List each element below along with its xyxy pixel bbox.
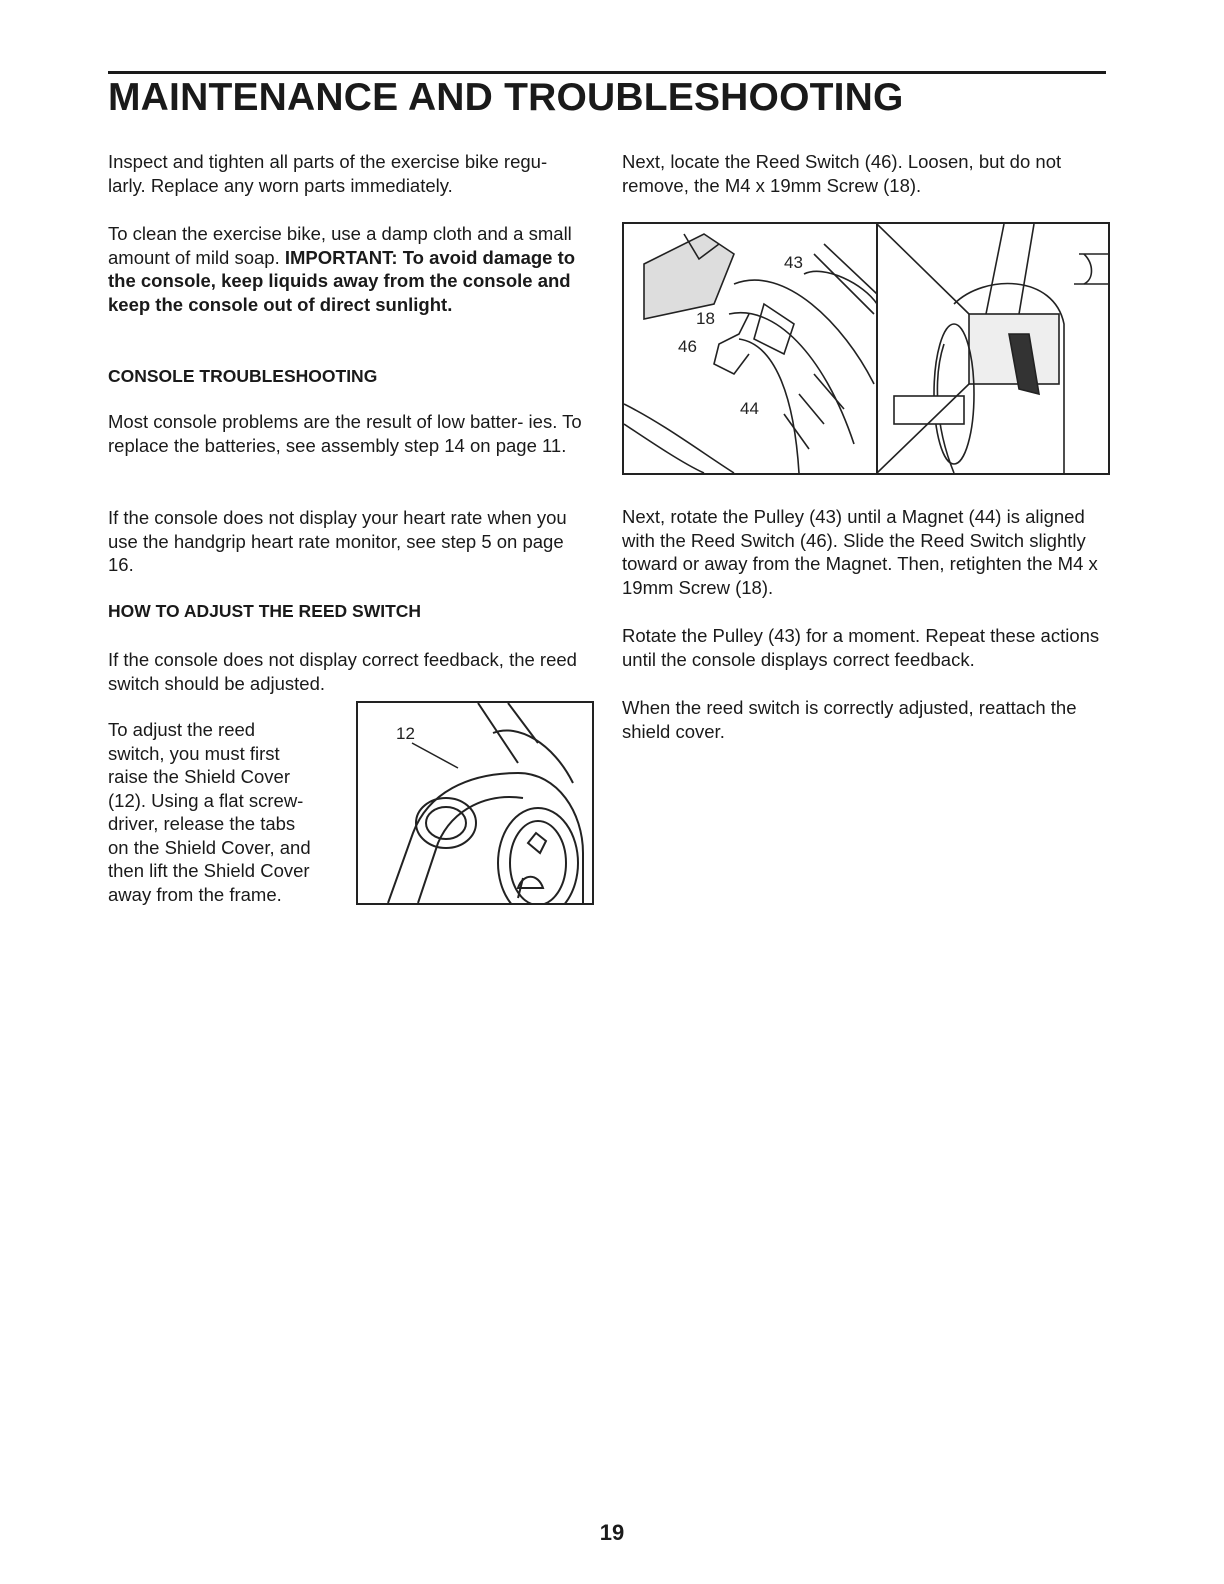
paragraph-repeat: Rotate the Pulley (43) for a moment. Repeat these actions until the console displays correct feedback. [622, 625, 1100, 670]
important-warning: IMPORTANT: To avoid damage to the console, keep liquids away from the console and keep the console out of direct sunlight. [108, 246, 576, 315]
label-46: 46 [678, 337, 697, 356]
page-title: MAINTENANCE AND TROUBLESHOOTING [108, 76, 904, 119]
paragraph-clean [108, 222, 588, 316]
clean-text: To clean the exercise bike, use a damp cloth and a small amount of mild soap. [108, 223, 572, 268]
paragraph-batteries: Most console problems are the result of low batter- ies. To replace the batteries, see assembly step 14 on page 11. [108, 411, 582, 456]
label-43: 43 [784, 253, 803, 272]
page-number: 19 [599, 1520, 625, 1545]
label-18: 18 [696, 309, 715, 328]
shield-cover-figure [356, 701, 594, 905]
paragraph-rotate-pulley: Next, rotate the Pulley (43) until a Magnet (44) is aligned with the Reed Switch (46). Slide the Reed Switch slightly toward or away from the Magnet. Then, retighten the M4 x 19mm Screw (18). [622, 506, 1098, 598]
paragraph-inspect: Inspect and tighten all parts of the exercise bike regu- larly. Replace any worn parts immediately. [108, 151, 548, 196]
paragraph-feedback: If the console does not display correct feedback, the reed switch should be adjusted. [108, 649, 577, 694]
paragraph-reattach: When the reed switch is correctly adjusted, reattach the shield cover. [622, 697, 1077, 742]
paragraph-locate-reed: Next, locate the Reed Switch (46). Loosen, but do not remove, the M4 x 19mm Screw (18). [622, 151, 1062, 196]
paragraph-heart-rate: If the console does not display your heart rate when you use the handgrip heart rate monitor, see step 5 on page 16. [108, 507, 567, 575]
reed-switch-figure [622, 222, 1110, 475]
title-rule [108, 71, 1106, 74]
paragraph-raise-shield: To adjust the reed switch, you must first raise the Shield Cover (12). Using a flat screw- driver, release the tabs on the Shield Cover, and then lift the Shield Cover away from the frame. [108, 719, 311, 905]
label-44: 44 [740, 399, 759, 418]
reed-switch-illustration [624, 224, 1108, 473]
label-12: 12 [396, 724, 415, 743]
shield-cover-illustration [358, 703, 592, 903]
heading-console-troubleshooting: CONSOLE TROUBLESHOOTING [108, 366, 378, 386]
heading-adjust-reed-switch: HOW TO ADJUST THE REED SWITCH [108, 601, 422, 621]
